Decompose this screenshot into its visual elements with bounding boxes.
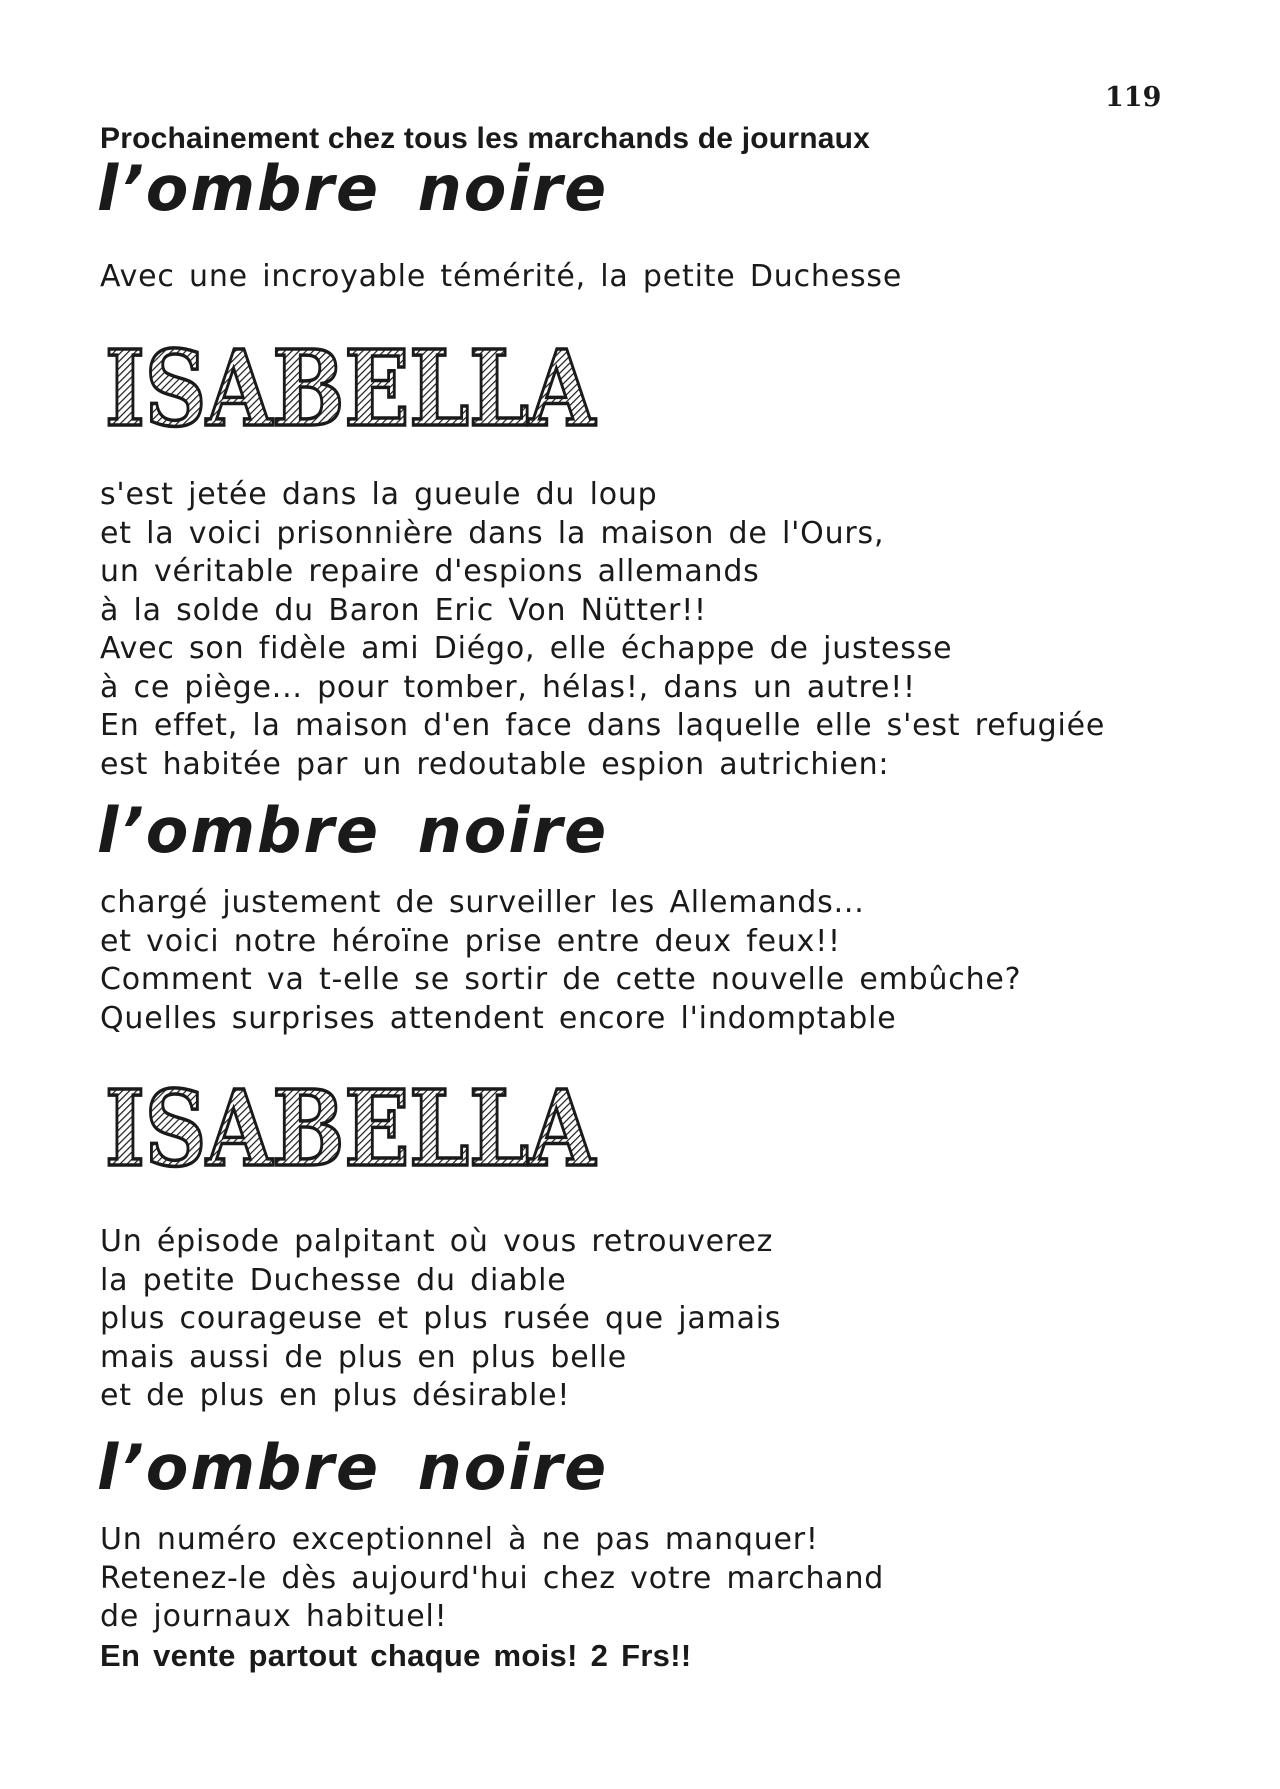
title-ombre-noire-1: l’ombre noire [97,152,609,225]
paragraph-2-line: Quelles surprises attendent encore l'indomptable [100,1000,897,1036]
paragraph-4-line: Retenez-le dès aujourd'hui chez votre marchand [100,1560,885,1596]
paragraph-1-line: s'est jetée dans la gueule du loup [100,477,658,512]
intro-text [100,258,902,297]
title-ombre-noire-2: l’ombre noire [97,794,609,867]
paragraph-2 [100,884,1021,1038]
closing-line: En vente partout chaque mois! 2 Frs!! [100,1637,692,1673]
paragraph-3-line: et de plus en plus désirable! [100,1378,571,1413]
paragraph-2-line: et voici notre héroïne prise entre deux feux!! [100,923,841,959]
paragraph-3-line: mais aussi de plus en plus belle [100,1339,628,1375]
paragraph-3-line: plus courageuse et plus rusée que jamais [100,1301,782,1336]
paragraph-1-line: un véritable repaire d'espions allemands [100,554,760,589]
isabella-logo-1 [100,327,600,450]
paragraph-4-line: de journaux habituel! [100,1599,448,1634]
paragraph-4 [100,1521,884,1675]
page-number: 119 [1105,82,1162,113]
paragraph-1-line: à la solde du Baron Eric Von Nütter!! [100,592,707,628]
headline: Prochainement chez tous les marchands de journaux [100,122,871,155]
paragraph-2-line: chargé justement de surveiller les Allemands... [100,885,865,920]
isabella-logo-text: ISABELLA [105,327,597,450]
paragraph-1-line: est habitée par un redoutable espion autrichien: [100,746,890,782]
paragraph-2-line: Comment va t-elle se sortir de cette nouvelle embûche? [100,962,1022,997]
paragraph-1 [100,476,1105,784]
isabella-logo-2 [100,1067,600,1190]
paragraph-3-line: la petite Duchesse du diable [100,1262,567,1298]
paragraph-1-line: à ce piège... pour tomber, hélas!, dans un autre!! [100,669,916,705]
paragraph-3 [100,1223,781,1416]
paragraph-1-line: En effet, la maison d'en face dans laquelle elle s'est refugiée [100,708,1106,743]
paragraph-4-line: Un numéro exceptionnel à ne pas manquer! [100,1522,819,1557]
paragraph-1-line: et la voici prisonnière dans la maison de l'Ours, [100,515,885,551]
paragraph-3-line: Un épisode palpitant où vous retrouverez [100,1224,774,1259]
intro-line: Avec une incroyable témérité, la petite Duchesse [100,259,903,294]
isabella-logo-text: ISABELLA [105,1067,597,1190]
title-ombre-noire-3: l’ombre noire [97,1431,609,1504]
paragraph-1-line: Avec son fidèle ami Diégo, elle échappe de justesse [100,631,953,666]
